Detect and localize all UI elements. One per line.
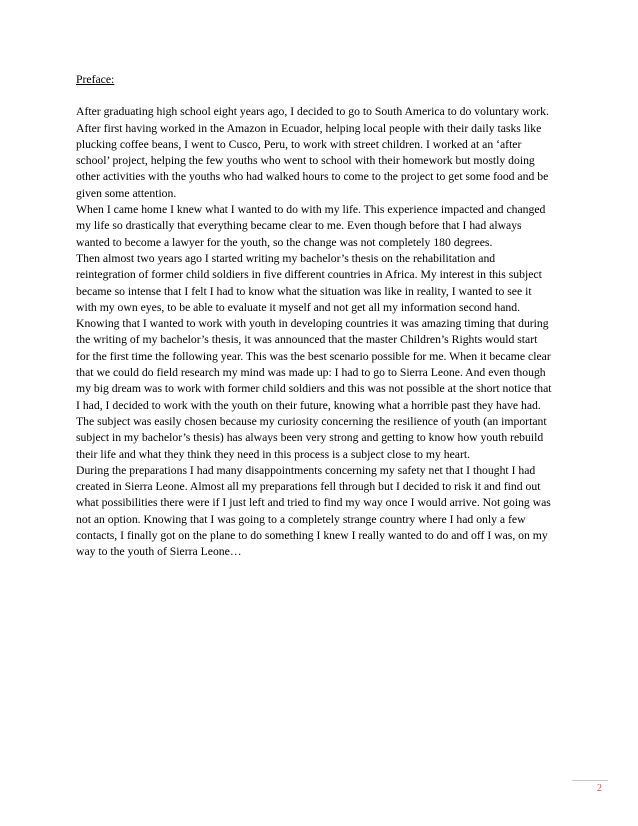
paragraph-5: During the preparations I had many disappointments concerning my safety net that I thought I had created in Sierra Leone. Almost all my preparations fell through but I decided to risk it and find out what possibilities there were if I just left and tried to find my way once I would arrive. Not going was not an option. Knowing that I was going to a completely strange country where I had only a few contacts, I finally got on the plane to do something I knew I really wanted to do and off I was, on my way to the youth of Sierra Leone… bbox=[76, 463, 551, 559]
paragraph-3: Then almost two years ago I started writing my bachelor’s thesis on the rehabilitation and reintegration of former child soldiers in five different countries in Africa. My interest in this subject became so intense that I felt I had to know what the situation was like in reality, I wanted to see it with my own eyes, to be able to evaluate it myself and not get all my information second hand. Knowing that I wanted to work with youth in developing countries it was amazing timing that during the writing of my bachelor’s thesis, it was announced that the master Children’s Rights would start for the first time the following year. This was the best scenario possible for me. When it became clear that we could do field research my mind was made up: I had to go to Sierra Leone. And even though my big dream was to work with former child soldiers and this was not possible at the short notice that I had, I decided to work with the youth on their future, knowing what a horrible past they have had. bbox=[76, 251, 552, 412]
paragraph-4: The subject was easily chosen because my curiosity concerning the resilience of youth (an important subject in my bachelor’s thesis) has always been very strong and getting to know how youth rebuild their life and what they think they need in this process is a subject close to my heart. bbox=[76, 414, 547, 461]
paragraph-1: After graduating high school eight years ago, I decided to go to South America to do voluntary work. After first having worked in the Amazon in Ecuador, helping local people with their daily tasks like plucking coffee beans, I went to Cusco, Peru, to work with street children. I worked at an ‘after school’ project, helping the few youths who went to school with their homework but mostly doing other activities with the youths who had walked hours to come to the project to get some food and be given some attention. bbox=[76, 105, 549, 200]
document-body bbox=[76, 72, 552, 561]
preface-heading: Preface: bbox=[76, 73, 115, 86]
paragraph-2: When I came home I knew what I wanted to do with my life. This experience impacted and changed my life so drastically that everything became clear to me. Even though before that I had always wanted to become a lawyer for the youth, so the change was not completely 180 degrees. bbox=[76, 203, 546, 249]
page-number: 2 bbox=[597, 783, 602, 794]
footer-rule bbox=[572, 780, 608, 781]
